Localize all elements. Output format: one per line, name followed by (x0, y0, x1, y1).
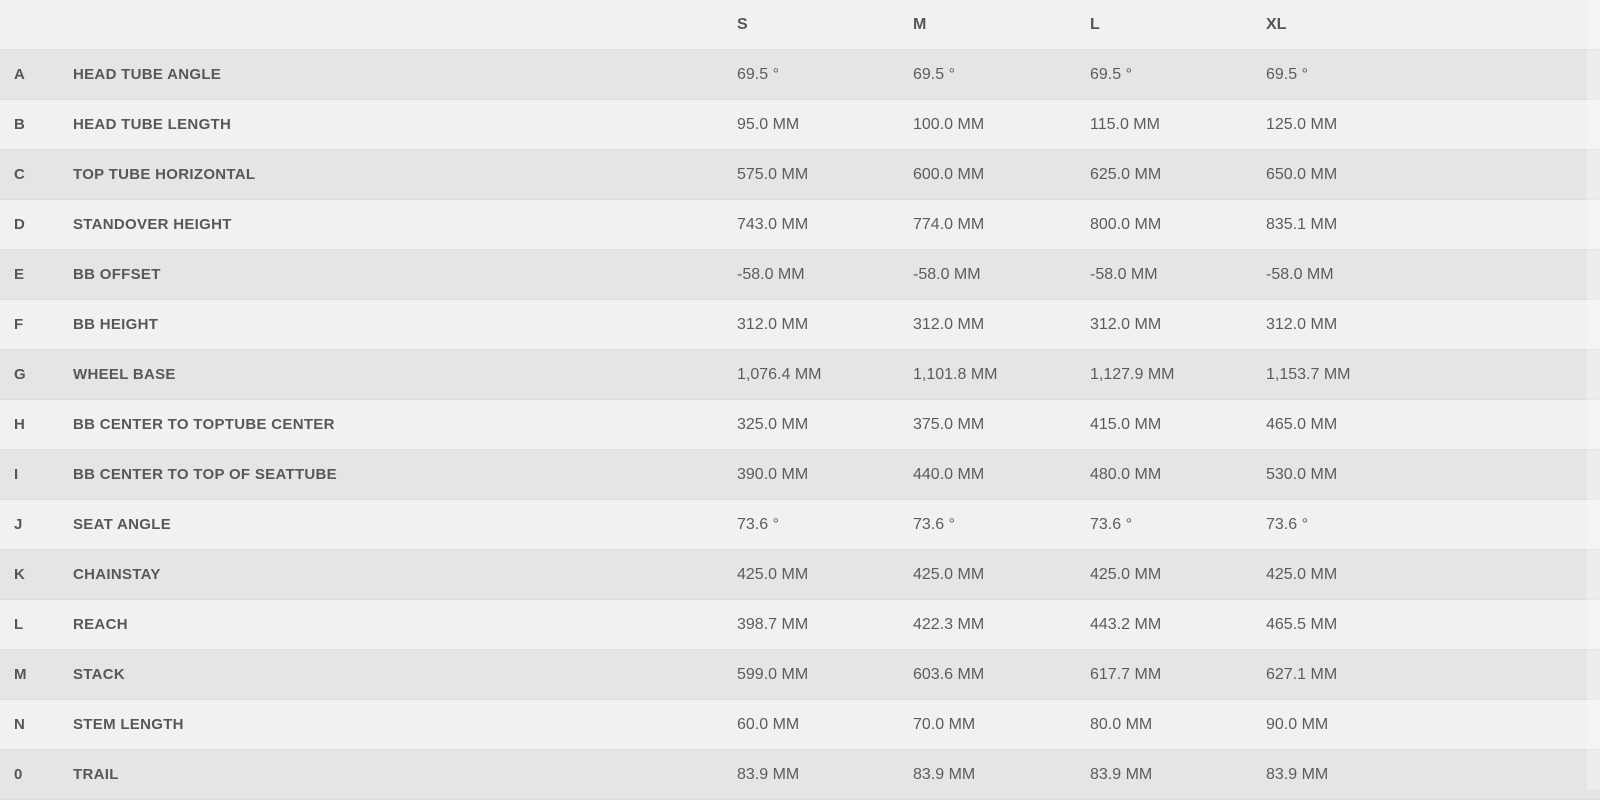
table-row (0, 300, 1600, 350)
cell-value: 83.9 MM (737, 765, 800, 783)
cell-value: 69.5 ° (1266, 65, 1308, 83)
cell-value: 312.0 MM (913, 315, 985, 333)
cell-value: 465.0 MM (1266, 415, 1338, 433)
cell-value: 617.7 MM (1090, 665, 1162, 683)
cell-value: 774.0 MM (913, 215, 985, 233)
row-label: WHEEL BASE (73, 366, 176, 383)
cell-value: -58.0 MM (1090, 265, 1158, 283)
column-header-l: L (1090, 15, 1100, 33)
cell-value: 312.0 MM (737, 315, 809, 333)
cell-value: 60.0 MM (737, 715, 800, 733)
row-label: BB CENTER TO TOPTUBE CENTER (73, 416, 335, 433)
cell-value: 425.0 MM (1266, 565, 1338, 583)
cell-value: 73.6 ° (913, 515, 955, 533)
cell-value: 69.5 ° (1090, 65, 1132, 83)
table-row (0, 150, 1600, 200)
cell-value: 603.6 MM (913, 665, 985, 683)
cell-value: -58.0 MM (1266, 265, 1334, 283)
cell-value: 70.0 MM (913, 715, 976, 733)
cell-value: 465.5 MM (1266, 615, 1338, 633)
cell-value: 1,076.4 MM (737, 365, 822, 383)
cell-value: 325.0 MM (737, 415, 809, 433)
row-key: L (14, 616, 24, 633)
row-label: BB OFFSET (73, 266, 161, 283)
header-row (0, 0, 1600, 50)
cell-value: -58.0 MM (737, 265, 805, 283)
row-key: D (14, 216, 25, 233)
table-row (0, 450, 1600, 500)
cell-value: 425.0 MM (913, 565, 985, 583)
cell-value: 835.1 MM (1266, 215, 1338, 233)
cell-value: 390.0 MM (737, 465, 809, 483)
cell-value: 625.0 MM (1090, 165, 1162, 183)
table-row (0, 550, 1600, 600)
table-row (0, 200, 1600, 250)
cell-value: 115.0 MM (1090, 115, 1160, 133)
cell-value: 83.9 MM (913, 765, 976, 783)
cell-value: 375.0 MM (913, 415, 985, 433)
column-header-s: S (737, 15, 748, 33)
table-row (0, 600, 1600, 650)
row-key: I (14, 466, 19, 483)
cell-value: 73.6 ° (737, 515, 779, 533)
table-row (0, 500, 1600, 550)
table-row (0, 250, 1600, 300)
cell-value: 422.3 MM (913, 615, 985, 633)
row-key: M (14, 666, 27, 683)
cell-value: 425.0 MM (1090, 565, 1162, 583)
cell-value: 73.6 ° (1266, 515, 1308, 533)
row-label: HEAD TUBE LENGTH (73, 116, 232, 133)
row-label: TOP TUBE HORIZONTAL (73, 166, 256, 183)
row-label: STACK (73, 666, 126, 683)
row-key: 0 (14, 766, 23, 783)
row-label: HEAD TUBE ANGLE (73, 66, 222, 83)
cell-value: 415.0 MM (1090, 415, 1162, 433)
row-label: TRAIL (73, 766, 119, 783)
row-key: F (14, 316, 24, 333)
row-key: H (14, 416, 25, 433)
cell-value: 1,127.9 MM (1090, 365, 1175, 383)
cell-value: 1,101.8 MM (913, 365, 998, 383)
header-key-spacer (0, 0, 60, 50)
cell-value: 69.5 ° (737, 65, 779, 83)
cell-value: 480.0 MM (1090, 465, 1162, 483)
row-label: SEAT ANGLE (73, 516, 172, 533)
cell-value: 69.5 ° (913, 65, 955, 83)
scrollbar-track[interactable] (1587, 0, 1600, 790)
column-header-m: M (913, 15, 927, 33)
cell-value: 398.7 MM (737, 615, 809, 633)
cell-value: -58.0 MM (913, 265, 981, 283)
cell-value: 125.0 MM (1266, 115, 1338, 133)
cell-value: 73.6 ° (1090, 515, 1132, 533)
cell-value: 627.1 MM (1266, 665, 1338, 683)
row-key: E (14, 266, 25, 283)
cell-value: 530.0 MM (1266, 465, 1338, 483)
table-row (0, 750, 1600, 800)
row-label: STEM LENGTH (73, 716, 184, 733)
cell-value: 575.0 MM (737, 165, 809, 183)
cell-value: 83.9 MM (1090, 765, 1153, 783)
cell-value: 600.0 MM (913, 165, 985, 183)
cell-value: 440.0 MM (913, 465, 985, 483)
row-label: BB HEIGHT (73, 316, 159, 333)
cell-value: 599.0 MM (737, 665, 809, 683)
row-key: C (14, 166, 25, 183)
cell-value: 425.0 MM (737, 565, 809, 583)
row-label: BB CENTER TO TOP OF SEATTUBE (73, 466, 337, 483)
table-row (0, 650, 1600, 700)
table-row (0, 350, 1600, 400)
cell-value: 312.0 MM (1090, 315, 1162, 333)
cell-value: 800.0 MM (1090, 215, 1162, 233)
cell-value: 83.9 MM (1266, 765, 1329, 783)
cell-value: 100.0 MM (913, 115, 985, 133)
header-label-spacer (60, 0, 723, 50)
row-key: K (14, 566, 25, 583)
row-label: STANDOVER HEIGHT (73, 216, 232, 233)
cell-value: 95.0 MM (737, 115, 800, 133)
row-key: G (14, 366, 26, 383)
cell-value: 90.0 MM (1266, 715, 1329, 733)
cell-value: 312.0 MM (1266, 315, 1338, 333)
table-row (0, 100, 1600, 150)
row-key: A (14, 66, 25, 83)
table-row (0, 50, 1600, 100)
cell-value: 650.0 MM (1266, 165, 1338, 183)
cell-value: 743.0 MM (737, 215, 809, 233)
cell-value: 80.0 MM (1090, 715, 1153, 733)
table-row (0, 700, 1600, 750)
cell-value: 1,153.7 MM (1266, 365, 1351, 383)
row-key: N (14, 716, 25, 733)
row-label: REACH (73, 616, 128, 633)
table-row (0, 400, 1600, 450)
cell-value: 443.2 MM (1090, 615, 1162, 633)
column-header-xl: XL (1266, 15, 1287, 33)
row-label: CHAINSTAY (73, 566, 161, 583)
row-key: B (14, 116, 25, 133)
row-key: J (14, 516, 23, 533)
